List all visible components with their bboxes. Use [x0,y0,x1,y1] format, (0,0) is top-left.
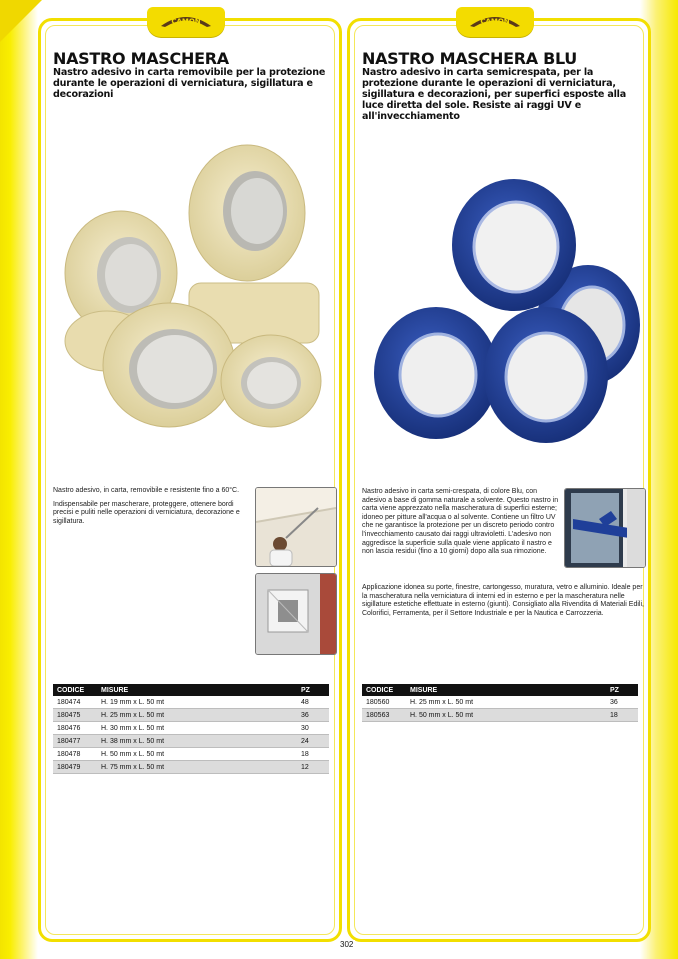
cell-qty: 24 [297,735,329,748]
product-description [362,488,562,562]
corner-decoration [0,0,42,42]
product-table [362,684,638,722]
table-row [53,735,329,748]
cell-code: 180479 [53,761,97,774]
cell-size: H. 25 mm x L. 50 mt [406,696,606,709]
cell-code: 180474 [53,696,97,709]
product-title: NASTRO MASCHERA BLU [362,49,577,68]
column-header-code: CODICE [53,684,97,696]
table-row [53,761,329,774]
cell-size: H. 25 mm x L. 50 mt [97,709,297,722]
column-header-code: CODICE [362,684,406,696]
product-panel-masking-tape [38,18,342,942]
table-row [53,696,329,709]
cell-code: 180478 [53,748,97,761]
table-row [362,696,638,709]
cell-qty: 48 [297,696,329,709]
product-application-text [362,584,644,623]
cell-size: H. 50 mm x L. 50 mt [97,748,297,761]
cell-qty: 12 [297,761,329,774]
product-title: NASTRO MASCHERA [53,49,229,68]
description-paragraph: Applicazione idonea su porte, finestre, cartongesso, muratura, vetro e alluminio. Ideale per la mascheratura nella verniciatura di interni ed in esterno e per la mascheratura nelle sigillature estetiche effettuate in esterno (giunti). Consigliato alla Rivendita di Materiali Edili, Colorifici, Ferramenta, per il Settore Industriale e per la Nautica e Carrozzeria. [362,584,644,617]
cell-size: H. 38 mm x L. 50 mt [97,735,297,748]
cell-code: 180560 [362,696,406,709]
column-header-qty: PZ [606,684,638,696]
product-table [53,684,329,774]
brand-name: CAMON [171,17,201,26]
cell-size: H. 75 mm x L. 50 mt [97,761,297,774]
camon-logo [159,12,213,28]
cell-code: 180477 [53,735,97,748]
table-row [53,709,329,722]
brand-tab [147,7,225,37]
application-photo-wall [255,573,337,655]
masking-tape-rolls-photo [59,133,329,443]
product-subtitle: Nastro adesivo in carta semicrespata, per la protezione durante le operazioni di verniciatura, sigillatura e decorazioni, per superfici esposte alla luce diretta del sole. Resiste ai raggi UV e all'invecchiamento [362,67,627,122]
table-header-row [53,684,329,696]
page-number: 302 [340,940,354,949]
cell-size: H. 19 mm x L. 50 mt [97,696,297,709]
column-header-size: MISURE [97,684,297,696]
column-header-size: MISURE [406,684,606,696]
panel-inner-border [354,25,644,935]
product-panel-blue-masking-tape [347,18,651,942]
table-header-row [362,684,638,696]
cell-qty: 18 [297,748,329,761]
cell-size: H. 30 mm x L. 50 mt [97,722,297,735]
cell-qty: 36 [297,709,329,722]
description-paragraph: Nastro adesivo, in carta, removibile e resistente fino a 60°C. [53,487,240,494]
description-paragraph: Indispensabile per mascherare, proteggere, ottenere bordi precisi e puliti nelle operazioni di verniciatura, decorazione e sigillatura. [53,500,240,525]
brand-tab [456,7,534,37]
table-row [53,748,329,761]
cell-qty: 30 [297,722,329,735]
description-paragraph: Nastro adesivo in carta semi-crespata, di colore Blu, con adesivo a base di gomma naturale a solvente. Questo nastro in carta viene apprezzato nella mascheratura di superfici esterne; idoneo per pitture all'acqua o al solvente. Contiene un filtro UV che ne garantisce la protezione per un discreto periodo contro l'invecchiamento causato dai raggi ultravioletti. L'adesivo non aggredisce la superficie sulla quale viene applicato il nastro e non lascia residui (fino a 10 giorni) dopo alla sua rimozione. [362,488,559,556]
table-row [362,709,638,722]
cell-size: H. 50 mm x L. 50 mt [406,709,606,722]
product-description [53,487,247,531]
column-header-qty: PZ [297,684,329,696]
cell-code: 180475 [53,709,97,722]
product-subtitle: Nastro adesivo in carta removibile per la protezione durante le operazioni di verniciatura, sigillatura e decorazioni [53,67,326,100]
cell-code: 180563 [362,709,406,722]
application-photo-window [564,488,646,568]
cell-qty: 36 [606,696,638,709]
blue-masking-tape-rolls-photo [364,169,644,459]
brand-name: CAMON [480,17,510,26]
camon-logo [468,12,522,28]
table-row [53,722,329,735]
cell-code: 180476 [53,722,97,735]
cell-qty: 18 [606,709,638,722]
application-photo-ceiling [255,487,337,567]
